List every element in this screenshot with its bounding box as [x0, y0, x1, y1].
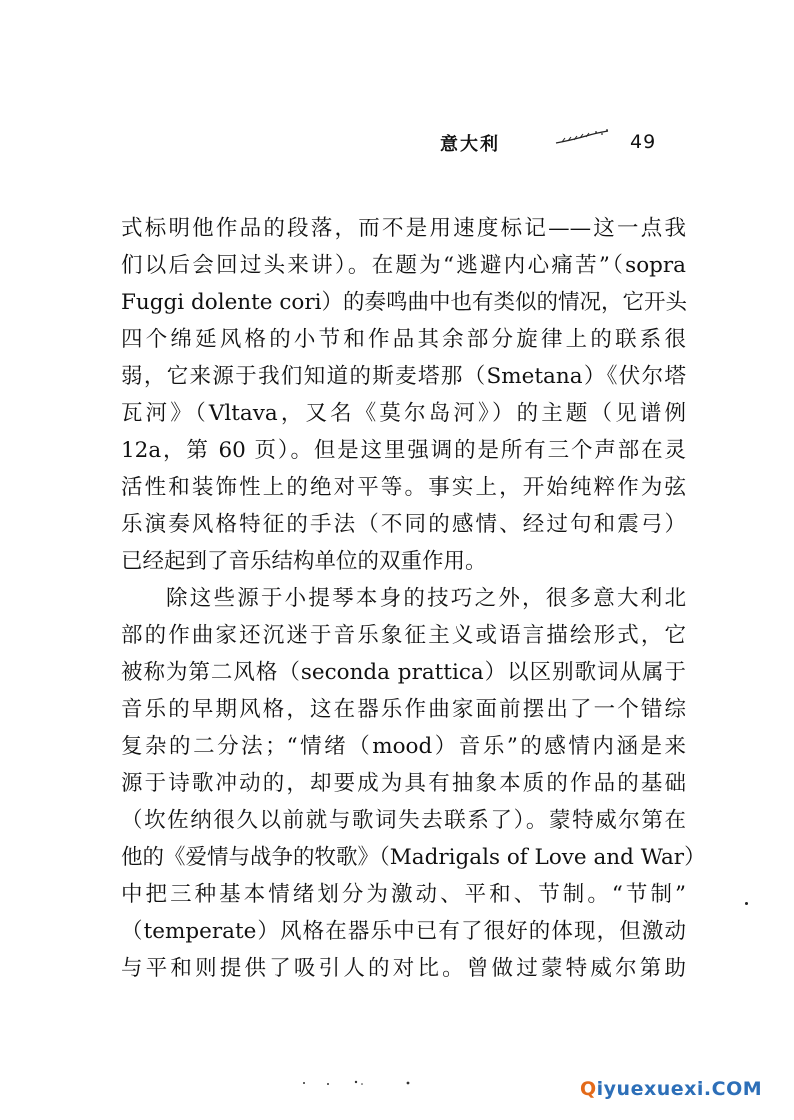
text-line: 部的作曲家还沉迷于音乐象征主义或语言描绘形式，它: [121, 623, 686, 648]
scan-speck: [745, 902, 748, 905]
text-line: 源于诗歌冲动的，却要成为具有抽象本质的作品的基础: [121, 771, 686, 796]
text-line: （坎佐纳很久以前就与歌词失去联系了）。蒙特威尔第在: [121, 808, 686, 833]
text-line: Fuggi dolente cori）的奏鸣曲中也有类似的情况，它开头: [121, 290, 687, 315]
text-line: 已经起到了音乐结构单位的双重作用。: [121, 549, 487, 574]
text-line: 们以后会回过头来讲）。在题为“逃避内心痛苦”（sopra: [121, 253, 686, 278]
text-line: 瓦河》（Vltava，又名《莫尔岛河》）的主题（见谱例: [121, 401, 686, 426]
text-line: 被称为第二风格（seconda prattica）以区别歌词从属于: [121, 660, 686, 685]
text-line: 复杂的二分法；“情绪（mood）音乐”的感情内涵是来: [121, 734, 686, 759]
text-line: 除这些源于小提琴本身的技巧之外，很多意大利北: [166, 586, 686, 611]
header-title: 意大利: [440, 134, 500, 155]
text-line: 活性和装饰性上的绝对平等。事实上，开始纯粹作为弦: [121, 475, 686, 500]
text-line: 四个绵延风格的小节和作品其余部分旋律上的联系很: [121, 327, 686, 352]
text-line: 音乐的早期风格，这在器乐作曲家面前摆出了一个错综: [121, 697, 686, 722]
watermark-first-letter: Q: [580, 1078, 597, 1100]
paragraph-1: [121, 210, 686, 580]
page-number: 49: [630, 131, 657, 153]
watermark-rest: iyuexuexi.COM: [596, 1078, 763, 1100]
text-line: （temperate）风格在器乐中已有了很好的体现，但激动: [121, 919, 686, 944]
body-text: [121, 210, 706, 987]
text-line: 他的《爱情与战争的牧歌》（Madrigals of Love and War）: [121, 845, 706, 870]
text-line: 式标明他作品的段落，而不是用速度标记——这一点我: [121, 216, 686, 241]
text-line: 乐演奏风格特征的手法（不同的感情、经过句和震弓）: [121, 512, 686, 537]
text-line: 中把三种基本情绪划分为激动、平和、节制。“节制”: [121, 882, 686, 907]
text-line: 与平和则提供了吸引人的对比。曾做过蒙特威尔第助: [121, 956, 686, 981]
running-header: [440, 128, 680, 160]
paragraph-2: [121, 580, 706, 987]
text-line: 12a，第 60 页）。但是这里强调的是所有三个声部在灵: [121, 438, 686, 463]
text-line: 弱，它来源于我们知道的斯麦塔那（Smetana）《伏尔塔: [121, 364, 686, 389]
scan-dots: [300, 1078, 440, 1088]
site-watermark: [580, 1078, 762, 1100]
leaf-ornament-icon: [552, 128, 612, 148]
